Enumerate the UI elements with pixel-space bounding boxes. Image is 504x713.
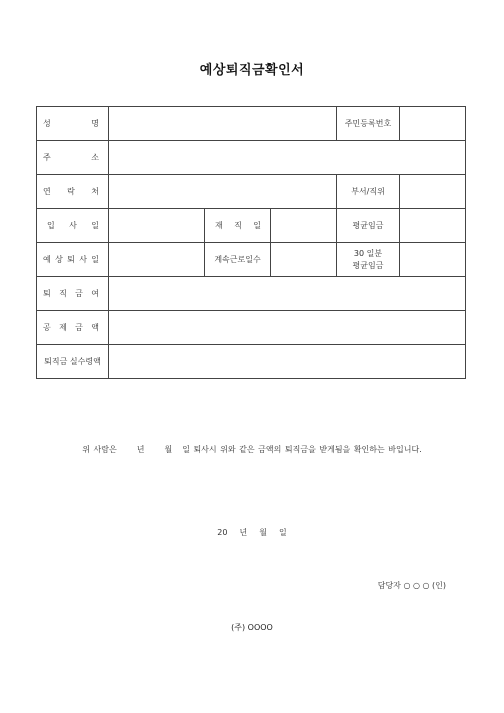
confirmation-statement: 위 사람은 년 월 일 퇴사시 위와 같은 금액의 퇴직금을 받게됨을 확인하는 바입니다. [82, 445, 422, 454]
severance-amount-label: 퇴 직 금 여 [43, 289, 99, 298]
hire-date-label-cell [37, 209, 109, 243]
deduction-label-cell [37, 311, 109, 345]
avg-wage-label: 평균임금 [337, 209, 400, 243]
continuous-days-label: 계속근로일수 [205, 243, 271, 277]
contact-value[interactable] [109, 175, 337, 209]
dept-label: 부서/직위 [337, 175, 400, 209]
row-severance-amount [37, 277, 466, 311]
address-label: 주 소 [43, 153, 99, 162]
dept-value[interactable] [400, 175, 466, 209]
company-name: (주) OOOO [231, 623, 273, 632]
name-value[interactable] [109, 107, 337, 141]
row-name [37, 107, 466, 141]
expected-retire-label: 예 상 퇴 사 일 [43, 255, 99, 264]
row-hire-date [37, 209, 466, 243]
row-net-severance [37, 345, 466, 379]
row-address [37, 141, 466, 175]
avg-wage-30-value[interactable] [400, 243, 466, 277]
deduction-value[interactable] [109, 311, 466, 345]
net-severance-value[interactable] [109, 345, 466, 379]
severance-amount-value[interactable] [109, 277, 466, 311]
manager-signature: 담당자 ○ ○ ○ (인) [377, 581, 446, 590]
tenure-label: 재 직 일 [215, 221, 261, 230]
continuous-days-value[interactable] [271, 243, 337, 277]
document-title: 예상퇴직금확인서 [199, 63, 305, 78]
expected-retire-label-cell [37, 243, 109, 277]
avg-wage-value[interactable] [400, 209, 466, 243]
hire-date-value[interactable] [109, 209, 205, 243]
hire-date-label: 입 사 일 [47, 221, 99, 230]
deduction-label: 공 제 금 액 [43, 323, 99, 332]
address-value[interactable] [109, 141, 466, 175]
severance-form-table [36, 106, 466, 379]
row-expected-retire [37, 243, 466, 277]
date-line: 20 년 월 일 [217, 528, 287, 537]
severance-amount-label-cell [37, 277, 109, 311]
row-contact [37, 175, 466, 209]
row-deduction [37, 311, 466, 345]
expected-retire-value[interactable] [109, 243, 205, 277]
name-label: 성 명 [43, 119, 99, 128]
net-severance-label: 퇴직금 실수령액 [37, 345, 109, 379]
address-label-cell [37, 141, 109, 175]
tenure-label-cell [205, 209, 271, 243]
contact-label: 연 락 처 [43, 187, 99, 196]
tenure-value[interactable] [271, 209, 337, 243]
avg-wage-30-label: 30 일분 평균임금 [337, 243, 400, 277]
name-label-cell [37, 107, 109, 141]
rrn-value[interactable] [400, 107, 466, 141]
rrn-label: 주민등록번호 [337, 107, 400, 141]
contact-label-cell [37, 175, 109, 209]
